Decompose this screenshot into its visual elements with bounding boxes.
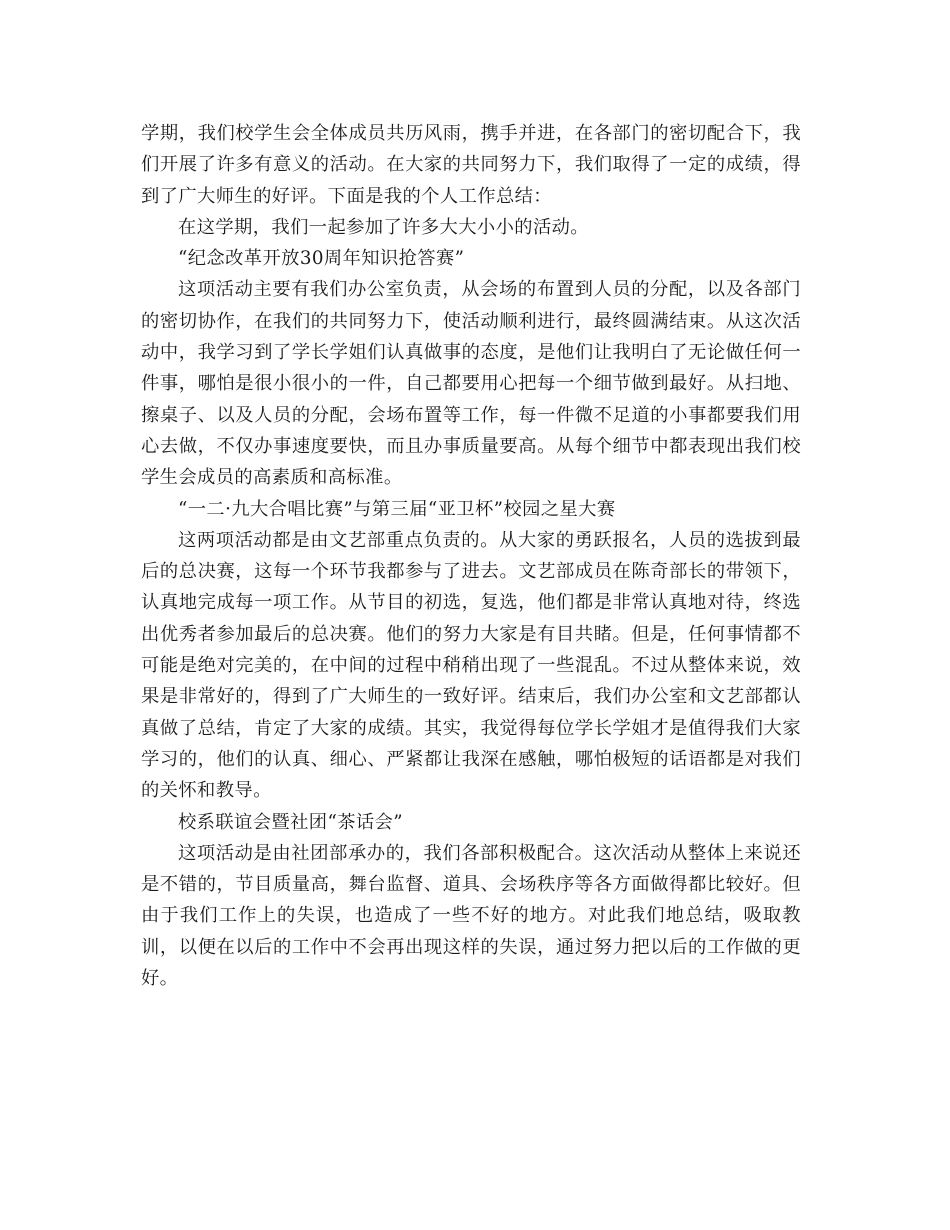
paragraph-tea-party: 这项活动是由社团部承办的，我们各部积极配合。这次活动从整体上来说还是不错的，节目质量高，舞台监督、道具、会场秩序等各方面做得都比较好。但由于我们工作上的失误，也造成了一些不好的地方。对此我们地总结，吸取教训，以便在以后的工作中不会再出现这样的失误，通过努力把以后的工作做的更好。 bbox=[141, 842, 801, 990]
paragraph-activities-intro: 在这学期，我们一起参加了许多大大小小的活动。 bbox=[178, 216, 589, 238]
section-heading-tea-party: 校系联谊会暨社团“茶话会” bbox=[178, 811, 403, 833]
document-body bbox=[141, 118, 801, 994]
paragraph-quiz: 这项活动主要有我们办公室负责，从会场的布置到人员的分配，以及各部门的密切协作，在我们的共同努力下，使活动顺利进行，最终圆满结束。从这次活动中，我学习到了学长学姐们认真做事的态度，是他们让我明白了无论做任何一件事，哪怕是很小很小的一件，自己都要用心把每一个细节做到最好。从扫地、擦桌子、以及人员的分配，会场布置等工作，每一件微不足道的小事都要我们用心去做，不仅办事速度要快，而且办事质量要高。从每个细节中都表现出我们校学生会成员的高素质和高标准。 bbox=[141, 279, 801, 489]
paragraph-chorus: 这两项活动都是由文艺部重点负责的。从大家的勇跃报名，人员的选拔到最后的总决赛，这每一个环节我都参与了进去。文艺部成员在陈奇部长的带领下，认真地完成每一项工作。从节目的初选，复选，他们都是非常认真地对待，终选出优秀者参加最后的总决赛。他们的努力大家是有目共睹。但是，任何事情都不可能是绝对完美的，在中间的过程中稍稍出现了一些混乱。不过从整体来说，效果是非常好的，得到了广大师生的一致好评。结束后，我们办公室和文艺部都认真做了总结，肯定了大家的成绩。其实，我觉得每位学长学姐才是值得我们大家学习的，他们的认真、细心、严紧都让我深在感触，哪怕极短的话语都是对我们的关怀和教导。 bbox=[141, 529, 801, 802]
section-heading-chorus: “一二·九大合唱比赛”与第三届“亚卫杯”校园之星大赛 bbox=[178, 498, 616, 520]
paragraph-intro: 学期，我们校学生会全体成员共历风雨，携手并进，在各部门的密切配合下，我们开展了许多有意义的活动。在大家的共同努力下，我们取得了一定的成绩，得到了广大师生的好评。下面是我的个人工作总结： bbox=[141, 123, 801, 207]
section-heading-quiz: “纪念改革开放30周年知识抢答赛” bbox=[178, 248, 465, 270]
